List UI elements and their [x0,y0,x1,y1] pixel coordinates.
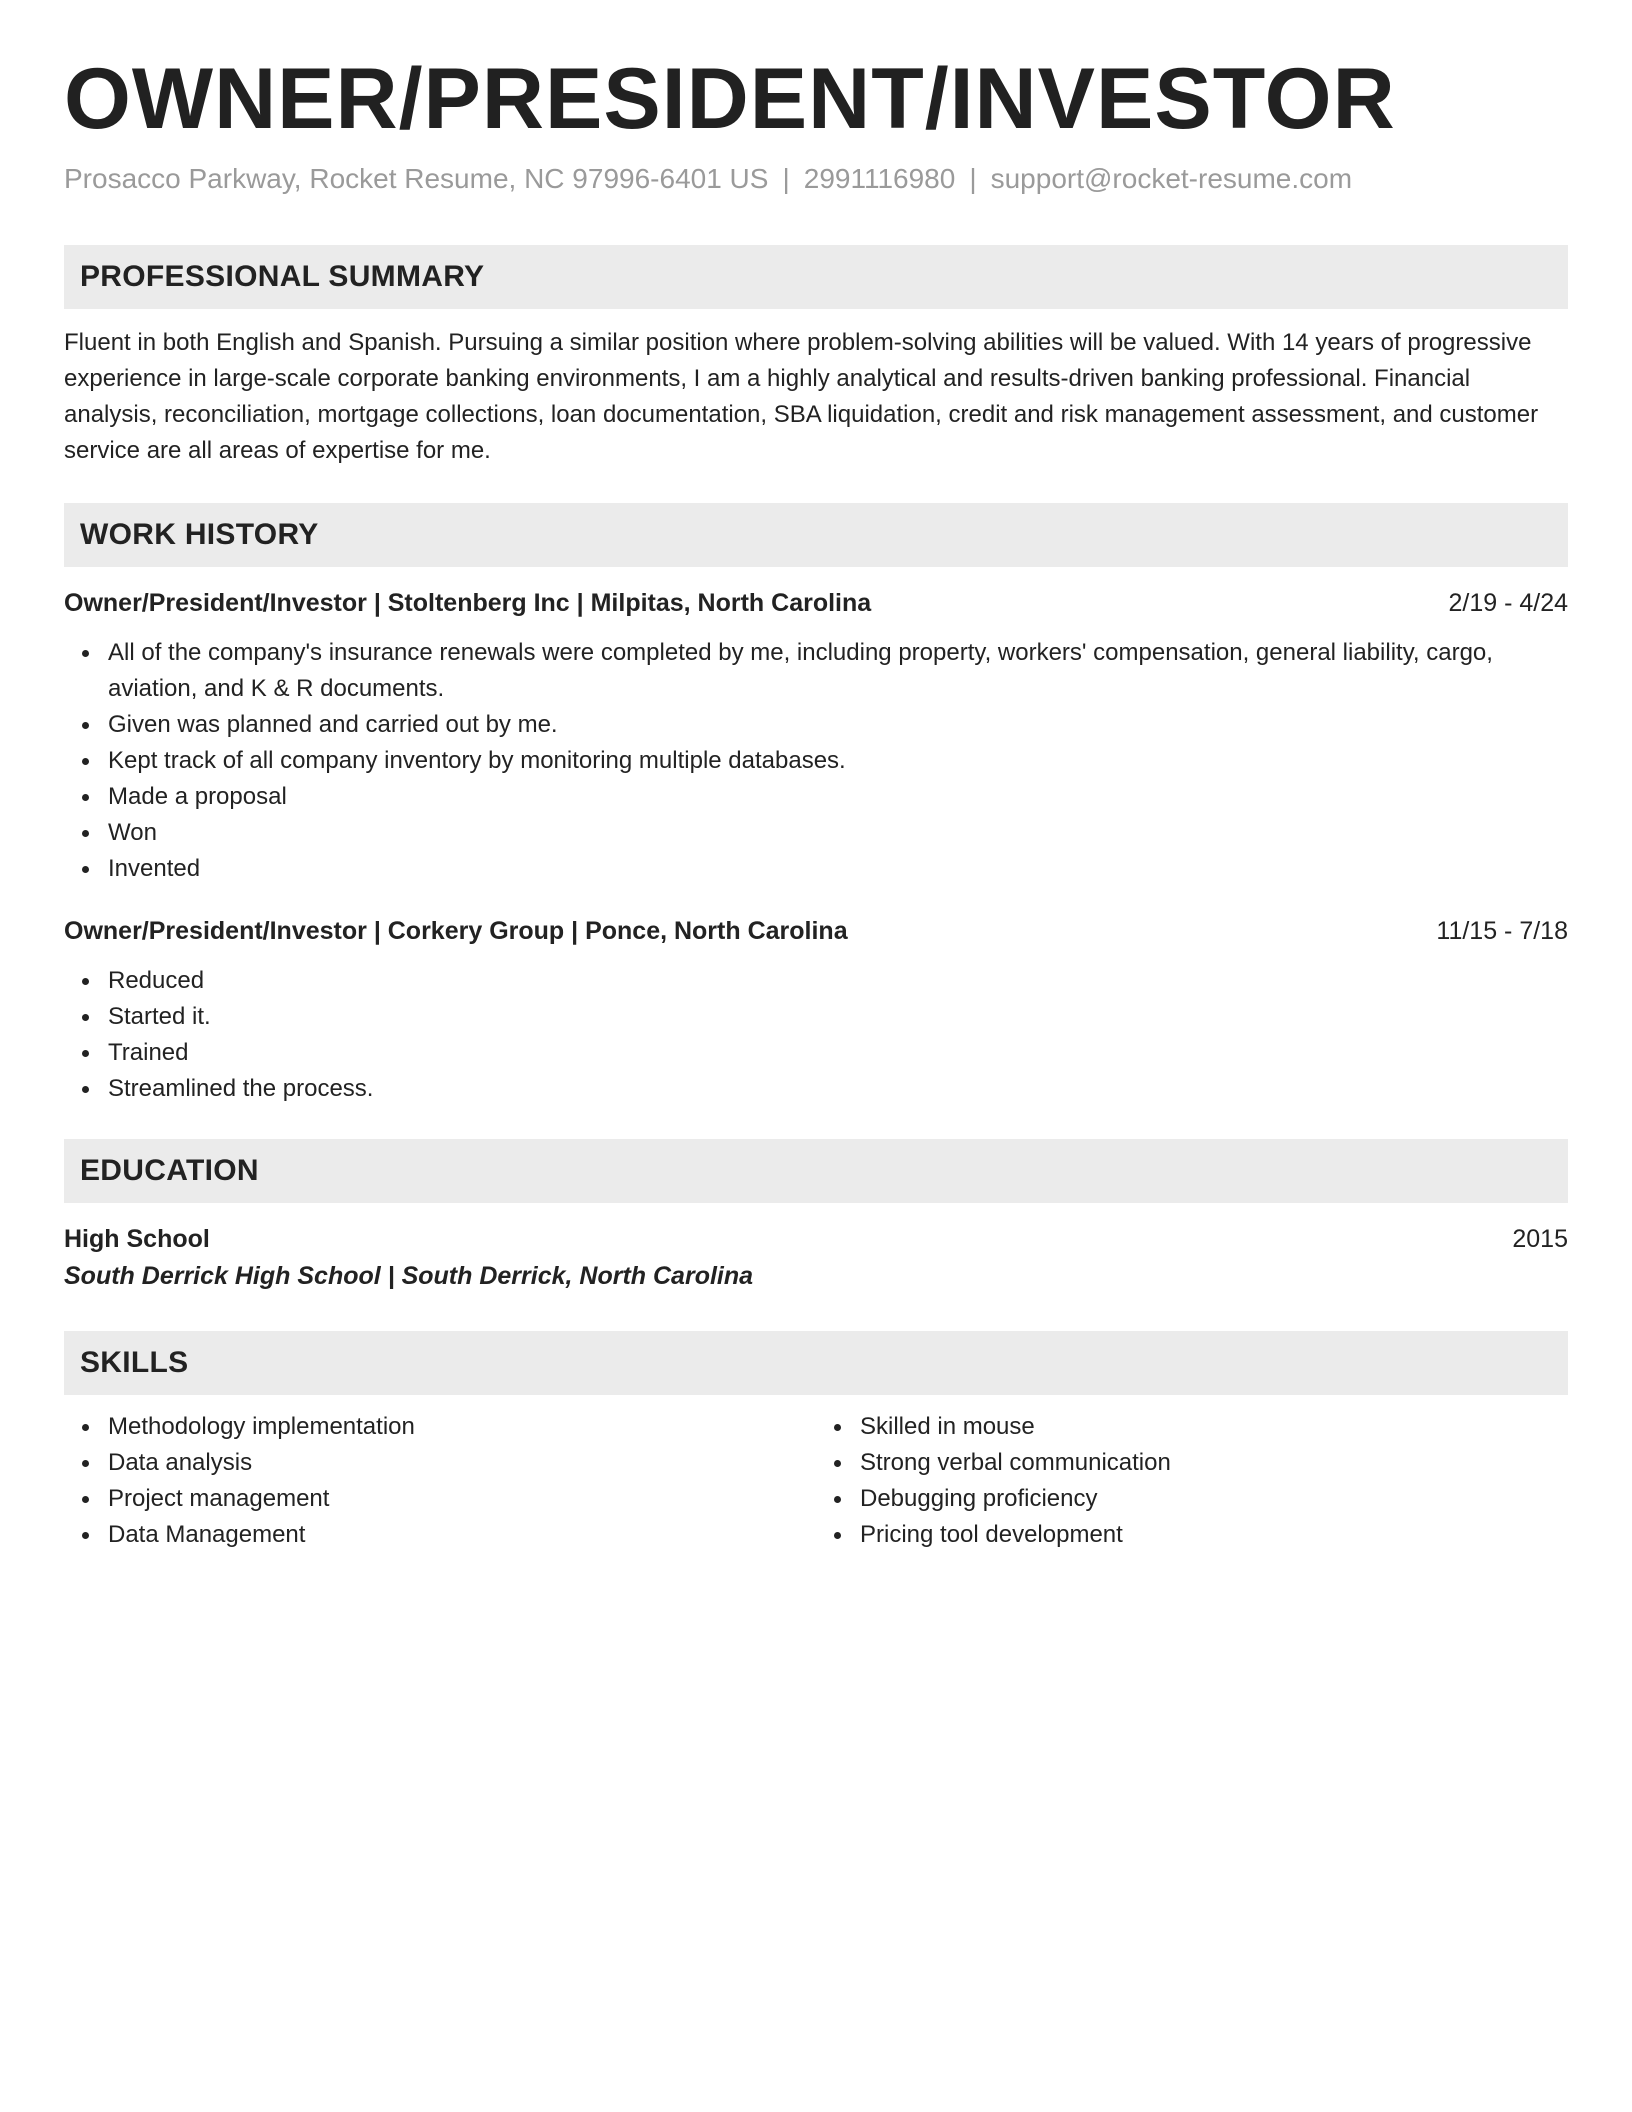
contact-line [64,161,1568,197]
job-bullet: Trained [108,1035,1568,1071]
skills-list [64,1409,816,1553]
job-header [64,913,1568,949]
job-dates: 11/15 - 7/18 [1436,916,1568,945]
education-school: South Derrick High School | South Derrick, North Carolina [64,1261,754,1290]
contact-separator: | [969,162,977,194]
resume-name: OWNER/PRESIDENT/INVESTOR [64,51,1396,147]
summary-text: Fluent in both English and Spanish. Pursuing a similar position where problem-solving abilities will be valued. With 14 years of progressive experience in large-scale corporate banking environments, I am a highly analytical and results-driven banking professional. Financial analysis, reconciliation, mortgage collections, loan documentation, SBA liquidation, credit and risk management assessment, and customer service are all areas of expertise for me. [64,328,1539,464]
skill-item: Project management [108,1481,816,1517]
skill-item: Data Management [108,1517,816,1553]
summary-heading: PROFESSIONAL SUMMARY [64,245,1568,309]
education-degree: High School [64,1224,210,1253]
skills-heading: SKILLS [64,1331,1568,1395]
job-bullet: Started it. [108,999,1568,1035]
education-entry [64,1221,1568,1295]
skill-item: Debugging proficiency [860,1481,1568,1517]
job-header [64,585,1568,621]
job-bullet: Given was planned and carried out by me. [108,707,1568,743]
job-bullet: Invented [108,851,1568,887]
work-history-heading: WORK HISTORY [64,503,1568,567]
contact-address: Prosacco Parkway, Rocket Resume, NC 97996-6401 US [64,162,769,194]
education-heading: EDUCATION [64,1139,1568,1203]
skill-item: Data analysis [108,1445,816,1481]
skill-item: Strong verbal communication [860,1445,1568,1481]
contact-separator: | [782,162,790,194]
job-title: Owner/President/Investor | Stoltenberg Inc | Milpitas, North Carolina [64,588,872,617]
skill-item: Skilled in mouse [860,1409,1568,1445]
skills-list [816,1409,1568,1553]
job-dates: 2/19 - 4/24 [1448,588,1568,617]
job-bullets [64,635,1568,887]
skills-grid [64,1409,1568,1553]
skills-column-left [64,1409,816,1553]
skill-item: Pricing tool development [860,1517,1568,1553]
education-year: 2015 [1512,1224,1568,1253]
job-bullet: Streamlined the process. [108,1071,1568,1107]
job-bullet: Won [108,815,1568,851]
skills-column-right [816,1409,1568,1553]
job-title: Owner/President/Investor | Corkery Group | Ponce, North Carolina [64,916,848,945]
contact-phone: 2991116980 [803,162,956,194]
job-entry [64,585,1568,887]
job-bullet: Reduced [108,963,1568,999]
job-bullet: Made a proposal [108,779,1568,815]
contact-email: support@rocket-resume.com [990,162,1353,194]
job-bullets [64,963,1568,1107]
job-entry [64,913,1568,1107]
skill-item: Methodology implementation [108,1409,816,1445]
education-header [64,1221,1568,1257]
job-bullet: Kept track of all company inventory by monitoring multiple databases. [108,743,1568,779]
job-bullet: All of the company's insurance renewals were completed by me, including property, workers' compensation, general liability, cargo, aviation, and K & R documents. [108,635,1568,707]
